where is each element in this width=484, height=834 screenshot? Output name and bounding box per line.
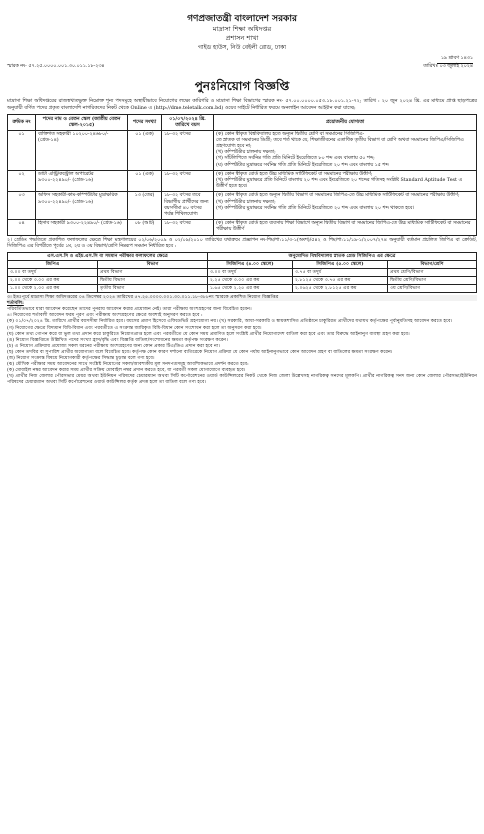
memo-number: স্মারক নং- ৫৭.২৫.০০০০.০০১.৩০.০১১.১৮-২৩৪ xyxy=(7,64,105,69)
condition-paragraph: (খ) প্রার্থীর নিজ জেলার পৌরসভার মেয়র অথবা ইউনিয়ন পরিষদের চেয়ারম্যান অথবা সিটি কর্পোরেশনের ওয়ার্ড কাউন্সিলরের নিকট থেকে নিজ জেলা উল্লেখসহ নাগরিকত্ব সনদের মূলকপি। প্রার্থীর নাগরিকত্ব সনদ জন্য কোন জেলার পৌরসভা/ইউনিয়ন পরিষদের চেয়ারম্যান অথবা সিটি কর্পোরেশনের ওয়ার্ড কাউন্সিলর কর্তৃক প্রদত্ত হলে তা বাতিল বলে গণ্য হবে। xyxy=(7,374,477,386)
previous-notice-reference: ৩। ইতঃপূর্বে মাদ্রাসা শিক্ষা অধিদপ্তরের ০৪ ডিসেম্বর ২০২৪ তারিখের ৫৭.২৫.০০০০.০০১.৩০.০১১.১৮-৩৮৮নং স্মারকে প্রকাশিত নিয়োগ বিজ্ঞপ্তির xyxy=(7,295,477,301)
requirement-line: (গ) কম্পিউটার মুদ্রাক্ষরে সর্বনিম্ন গতি প্রতি মিনিটে ইংরেজিতে ২০ শব্দ এবং বাংলায় ২০ শব্দ থাকতে হবে। xyxy=(216,205,415,211)
row-age: ১৮-৩২ বৎসর xyxy=(162,220,214,235)
row-serial: ০৩ xyxy=(8,192,36,220)
row-age: ১৮-৩২ বৎসর তবে বিভাগীয় প্রার্থীদের জন্য বয়সসীমা ৪০ বৎসর পর্যন্ত শিথিলযোগ্য xyxy=(162,192,214,220)
row-post: ব্যক্তিগত সহকারী ১০২০০-২৪৬৮০/- (গ্রেড-১৪) xyxy=(36,130,128,170)
row-count: ০১ (এক) xyxy=(128,130,162,170)
branch-name: প্রশাসন শাখা xyxy=(225,34,259,42)
condition-paragraph: (ছ) কোন তদবির বা সুপারিশ প্রার্থীর অযোগ্যতা বলে বিবেচিত হবে। কর্তৃপক্ষ কোন কারণ দর্শানো ব্যতিরেকে নিয়োগ প্রক্রিয়া যে কোন পর্যায় আইনানুগভাবে কোন আবেদন গ্রহণ বা বাতিলের ক্ষমতা সংরক্ষণ করেন। xyxy=(7,349,393,355)
condition-paragraph: (জ) নিয়োগ সংক্রান্ত বিষয়ে নিয়োগকারী কর্তৃপক্ষের সিদ্ধান্ত চূড়ান্ত বলে গণ্য হবে। xyxy=(7,355,155,361)
condition-paragraph: (চ) এ নিয়োগ প্রক্রিয়ায় প্রযোজ্য সকল ধরনের পরীক্ষায় অংশগ্রহণের জন্য কোন প্রকার টিএ/ডিএ প্রদান করা হবে না। xyxy=(7,343,220,349)
condition-paragraph: (ক) মোবাইল নম্বর আবেদন করার সময় প্রার্থীর সক্রিয় মোবাইল নম্বর প্রদান করতে হবে, যা পরবর্তী সকল যোগাযোগে ব্যবহৃত হবে। xyxy=(7,368,246,374)
condition-paragraph: পরিবর্তিতভাবে যারা আবেদন করেছেন তাদের পুনরায় আবেদন করার প্রয়োজন নেই। তারা পরীক্ষায় অংশগ্রহণের জন্য বিবেচিত হবেন। xyxy=(7,307,252,313)
cgpa4-heading: সিজিপিএ (৪.০০ স্কেলে) xyxy=(208,261,293,269)
row-requirements xyxy=(214,170,477,192)
school-results-heading: এস.এস.সি ও এইচ.এস.সি বা সমমান পরীক্ষার ফলাফলের ক্ষেত্রে xyxy=(8,253,208,261)
row-count: ১৩ (তের) xyxy=(128,192,162,220)
row-requirements xyxy=(214,192,477,220)
vacancy-header-row xyxy=(8,115,477,130)
notice-page xyxy=(7,14,477,826)
row-age: ১৮-৩২ বৎসর xyxy=(162,130,214,170)
table-row xyxy=(8,285,477,293)
table-row xyxy=(8,220,477,235)
header-count: পদের সংখ্যা xyxy=(128,115,162,130)
division-cell: দ্বিতীয় বিভাগ xyxy=(98,277,208,285)
table-row xyxy=(8,130,477,170)
requirement-line: (খ) কম্পিউটার চালনায় দক্ষতা; xyxy=(216,199,276,205)
requirement-line: তে স্নাতক বা সমমানের ডিগ্রী; তবে শর্ত থাকে যে, শিক্ষাজীবনের এতাধিক তৃতীয় বিভাগ বা শ্রেণি অথবা সমমানের জিপিএ/সিজিপিএ গ্রহণযোগ্য হবে না; xyxy=(216,137,464,149)
date-block xyxy=(423,56,473,70)
row-count: ০১ (এক) xyxy=(128,170,162,192)
row-requirements xyxy=(214,220,477,235)
condition-paragraph: ৪। নিয়োগের শর্তাবলী আবেদন ফরম পূরণ এবং পরীক্ষায় অংশগ্রহণের ক্ষেত্রে অবশ্যই অনুসরণ করতে হবে : xyxy=(7,313,203,319)
requirement-line: (গ) সাঁটলিপিতে সর্বনিম্ন গতি প্রতি মিনিটে ইংরেজিতে ৮০ শব্দ এবং বাংলায় ৫০ শব্দ; xyxy=(216,156,375,162)
row-count: ০৮ (আট) xyxy=(128,220,162,235)
class-cell: ৩য় শ্রেণি/বিভাগ xyxy=(388,285,477,293)
grade-equivalence-table xyxy=(7,252,477,293)
gpa-cell: ১.০০ থেকে ২.০০ এর কম xyxy=(8,285,98,293)
cgpa5-cell: ২.৮১২৫ থেকে ৩.৭৫ এর কম xyxy=(293,277,388,285)
row-post: হিসাব সহকারী ৯৩০০-২২৪৯০/- (গ্রেড-১৬) xyxy=(36,220,128,235)
requirement-line: (খ) কম্পিউটার মুদ্রাক্ষরে প্রতি মিনিটে বাংলায় ২০ শব্দ এবং ইংরেজিতে ২০ শব্দের গতিসহ সংশ্লিষ্ট Standard Aptitude Test এ উত্তীর্ণ হতে হবে। xyxy=(216,178,463,190)
requirement-line: (ঘ) কম্পিউটার মুদ্রাক্ষরে সর্বনিম্ন গতি প্রতি মিনিটে ইংরেজিতে ২০ শব্দ এবং বাংলায় ১৫ শব্দ xyxy=(216,162,389,168)
requirement-line: (ক) কোন স্বীকৃত বোর্ড হতে অন্যূন দ্বিতীয় বিভাগ বা সমমানের জিপিএ-তে উচ্চ মাধ্যমিক সার্টিফিকেট বা সমমানের পরীক্ষায় উত্তীর্ণ; xyxy=(216,193,460,199)
table-row xyxy=(8,170,477,192)
gpa-heading: জিপিএ xyxy=(8,261,98,269)
header-post: পদের নাম ও বেতন স্কেল (জাতীয় বেতন স্কেল-২০১৫) xyxy=(36,115,128,130)
division-cell: প্রথম বিভাগ xyxy=(98,269,208,277)
requirement-line: (ক) কোন স্বীকৃত বিশ্ববিদ্যালয় হতে অন্যূন দ্বিতীয় শ্রেণি বা সমমানের সিজিপিএ- xyxy=(216,131,365,137)
table-row xyxy=(8,277,477,285)
cgpa4-cell: ২.২৫ থেকে ৩.০০ এর কম xyxy=(208,277,293,285)
conditions-section xyxy=(7,295,477,386)
table-row xyxy=(8,192,477,220)
department-name: মাদ্রাসা শিক্ষা অধিদপ্তর xyxy=(212,25,272,33)
vacancy-table xyxy=(7,114,477,235)
row-serial: ০৪ xyxy=(8,220,36,235)
condition-paragraph: (ঘ) কোন তথ্য গোপন করে বা ভুল তথ্য প্রদান করে চাকুরিতে নিয়োগপ্রাপ্ত হলে এবং পরবর্তীতে যে কোন সময় প্রমাণিত হলে সংশ্লিষ্ট প্রার্থীর নিয়োগাদেশ বাতিল করা হবে এবং তার বিরুদ্ধে আইনানুগ ব্যবস্থা গ্রহণ করা হবে। xyxy=(7,331,410,337)
gpa-cell: ৩.০০ বা তদুর্ধ xyxy=(8,269,98,277)
table-row xyxy=(8,269,477,277)
row-serial: ০১ xyxy=(8,130,36,170)
date-label: তারিখঃ xyxy=(423,64,438,69)
equivalence-header-row xyxy=(8,253,477,261)
office-address: গাইড হাউস, নিউ বেইলী রোড, ঢাকা xyxy=(197,44,287,51)
cgpa4-cell: ১.৬৫ থেকে ২.২৫ এর কম xyxy=(208,285,293,293)
requirement-line: (ক) কোন স্বীকৃত বোর্ড হতে ব্যবসায় শিক্ষা বিভাগে অন্যূন দ্বিতীয় বিভাগ বা সমমানের জিপিএ-তে উচ্চ মাধ্যমিক সার্টিফিকেট বা সমমানের পরীক্ষায় উত্তীর্ণ xyxy=(216,221,471,233)
condition-paragraph: (ঙ) নিয়োগ বিজ্ঞপ্তিতে উল্লিখিত পদের সংখ্যা হ্রাস/বৃদ্ধি এবং বিজ্ঞপ্তি বাতিল/সংশোধনের ক্ষমতা কর্তৃপক্ষ সংরক্ষণ করেন। xyxy=(7,337,228,343)
condition-paragraph: (ক) ০১/০৭/২০২৪ খ্রি. তারিখে প্রার্থীর বয়সসীমা নির্ধারিত হবে। বয়সের প্রমাণ হিসেবে এফিডেভিট গ্রহণযোগ্য নয়। (খ) সরকারি, আধা-সরকারি ও স্বায়ত্তশাসিত প্রতিষ্ঠানে চাকুরিরত প্রার্থীদের যথাযথ কর্তৃপক্ষের পূর্বানুমতিসহ আবেদন করতে হবে। xyxy=(7,319,453,325)
equivalence-subheader-row xyxy=(8,261,477,269)
requirement-line: (খ) কম্পিউটার চালনায় দক্ষতা; xyxy=(216,150,276,156)
reference-line xyxy=(7,56,477,76)
row-serial: ০২ xyxy=(8,170,36,192)
conditions-heading: শর্তাবলি: xyxy=(7,301,24,307)
cgpa4-cell: ৩.০০ বা তদুর্ধ xyxy=(208,269,293,277)
row-post: অফিস সহকারী-কাম-কম্পিউটার মুদ্রাক্ষরিক ৯৩০০-২২৪৯০/- (গ্রেড-১৬) xyxy=(36,192,128,220)
division-cell: তৃতীয় বিভাগ xyxy=(98,285,208,293)
intro-paragraph: মাদ্রাসা শিক্ষা অধিদপ্তরের রাজস্বখাতভুক্ত নিম্নোক্ত শূন্য পদসমূহে অস্থায়ীভাবে নিয়োগের লক্ষ্যে কারিগরি ও মাদ্রাসা শিক্ষা বিভাগের স্মারক নং- ৫৭.০০.০০০০.০৫৩.১৮.০০১.২১-৭২; তারিখ : ২০ জুন ২০২৪ খ্রি. এর মাধ্যমে প্রাপ্ত ছাড়পত্রের অনুযায়ী বর্ণিত পদের প্রকৃত বাংলাদেশি নাগরিকদের নিকট থেকে Online এ (http://dme.teletalk.com.bd) ওয়েব সাইটে নির্ধারিত ফরমে অনলাইন আবেদন আহ্বান করা যাচ্ছে: xyxy=(7,98,477,111)
class-heading: বিভাগ/শ্রেণি xyxy=(388,261,477,269)
date-english-row xyxy=(423,64,473,70)
header-age: ০১/০৭/২০২৪ খ্রি. তারিখে বয়স xyxy=(162,115,214,130)
class-cell: দ্বিতীয় শ্রেণি/বিভাগ xyxy=(388,277,477,285)
header-requirements: প্রয়োজনীয় যোগ্যতা xyxy=(214,115,477,130)
notice-title: পুনঃনিয়োগ বিজ্ঞপ্তি xyxy=(194,79,290,93)
gpa-cell: ২.০০ থেকে ৩.০০ এর কম xyxy=(8,277,98,285)
condition-paragraph: (গ) নিয়োগের ক্ষেত্রে বিদ্যমান বিধি-বিধান এবং পরবর্তীতে এ সংক্রান্ত জারিকৃত বিধি-বিধান কোন সংশোধন করা হলে তা অনুসরণ করা হবে। xyxy=(7,325,262,331)
division-heading: বিভাগ xyxy=(98,261,208,269)
requirement-line: (ক) কোন স্বীকৃত বোর্ড হতে উচ্চ মাধ্যমিক সার্টিফিকেট বা সমমানের পরীক্ষায় উত্তীর্ণ; xyxy=(216,171,373,177)
row-age: ১৮-৩২ বৎসর xyxy=(162,170,214,192)
government-name: গণপ্রজাতন্ত্রী বাংলাদেশ সরকার xyxy=(187,14,297,24)
row-requirements xyxy=(214,130,477,170)
cgpa5-heading: সিজিপিএ (৫.০০ স্কেলে) xyxy=(293,261,388,269)
header-serial: ক্রমিক নং xyxy=(8,115,36,130)
date-bangla: ১৯ শ্রাবণ ১৪৩১ xyxy=(437,56,473,64)
cgpa5-cell: ২.০৬২৫ থেকে ২.৮১২৫ এর কম xyxy=(293,285,388,293)
grading-note: ২। গ্রেডিং পদ্ধতিতে প্রকাশিত ফলাফলের ক্ষেত্রে শিক্ষা মন্ত্রণালয়ের ০২/০৬/২০০৯ ও ০২/০৯/২০১০ তারিখের যথাক্রমে প্রজ্ঞাপন নং-শিম/শা:১১/৩-১(অংশ)/৫৪২ ও শিম/শা:১১/১৯-১/২০০৭/২৭৪ অনুযায়ী বর্তমান প্রচলিত জিপিএ বা ক্রেডিট, সিজিপিএ এর বিপরীতে পূর্বের ১ম, ২য় ও ৩য় বিভাগ/শ্রেণি নিম্নরূপ সমমান নির্ধারিত হবে : xyxy=(7,237,477,249)
letterhead xyxy=(7,14,477,52)
condition-paragraph: (ঝ) মৌখিক পরীক্ষার সময় আবেদনের সাথে সংশ্লিষ্ট নিয়োগের সকল/আবশ্যকীয় মূল সনদপত্রসমূহ আবশ্যিকভাবে প্রদর্শন করতে হবে: xyxy=(7,362,249,368)
cgpa5-cell: ৩.৭৫ বা তদুর্ধ xyxy=(293,269,388,277)
class-cell: প্রথম শ্রেণি/বিভাগ xyxy=(388,269,477,277)
university-results-heading: অনুমোদিত বিশ্ববিদ্যালয় স্নাতক গ্রেড সিজিপিএ এর ক্ষেত্রে xyxy=(208,253,477,261)
row-post: ডাটা এন্ট্রি/কন্ট্রোল অপারেটর ৯৩০০-২২৪৯০/- (গ্রেড-১৬) xyxy=(36,170,128,192)
date-english: ০৩ জুলাই ২০২৪ xyxy=(439,64,473,69)
